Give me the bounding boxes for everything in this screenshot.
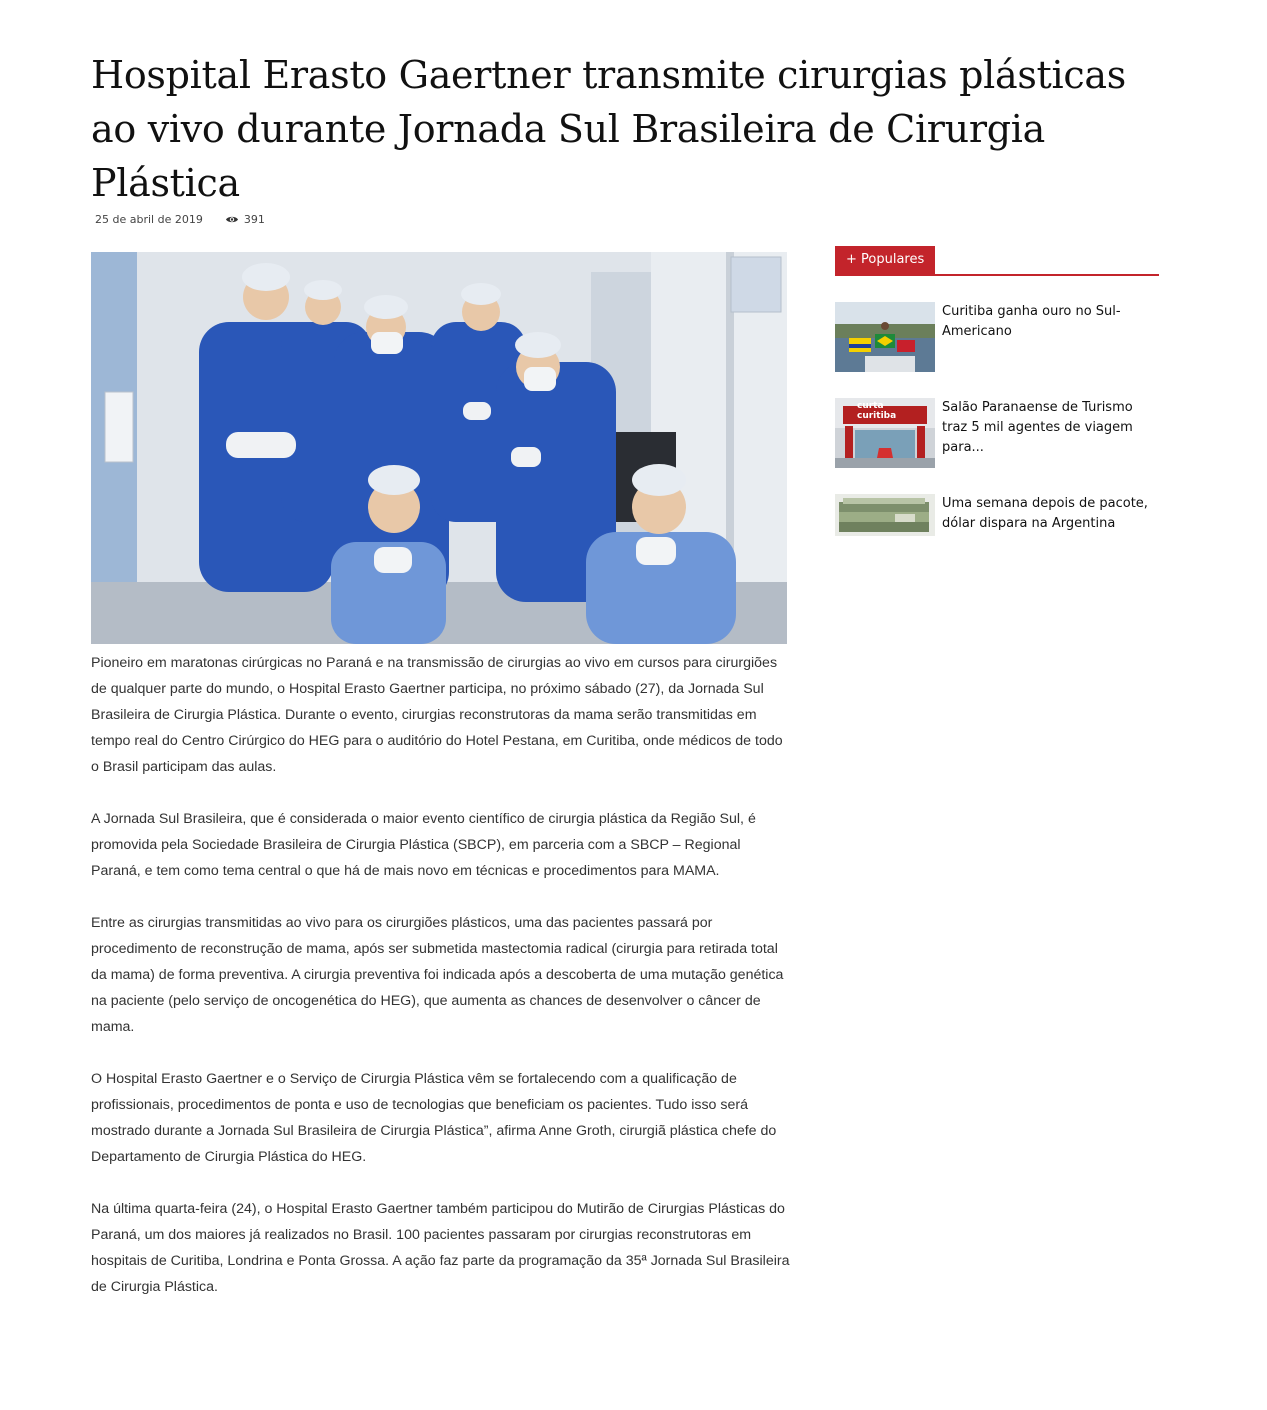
article-photo <box>91 252 787 644</box>
popular-item[interactable] <box>835 494 1159 536</box>
thumbnail-sign-text: curta curitiba <box>857 401 897 421</box>
sidebar-heading[interactable]: + Populares <box>835 246 935 274</box>
article-paragraph: Pioneiro em maratonas cirúrgicas no Paraná e na transmissão de cirurgias ao vivo em cursos para cirurgiões de qualquer parte do mundo, o Hospital Erasto Gaertner participa, no próximo sábado (27), da Jornada Sul Brasileira de Cirurgia Plástica. Durante o evento, cirurgias reconstrutoras da mama serão transmitidas em tempo real do Centro Cirúrgico do HEG para o auditório do Hotel Pestana, em Curitiba, onde médicos de todo o Brasil participam das aulas. <box>91 655 783 775</box>
view-count-value: 391 <box>243 213 265 226</box>
popular-item[interactable] <box>835 302 1159 372</box>
popular-item[interactable] <box>835 398 1159 468</box>
podium-photo <box>835 302 935 372</box>
article-paragraph: Entre as cirurgias transmitidas ao vivo para os cirurgiões plásticos, uma das pacientes passará por procedimento de reconstrução de mama, após ser submetida mastectomia radical (cirurgia para retirada total da mama) de forma preventiva. A cirurgia preventiva foi indicada após a descoberta de uma mutação genética na paciente (pelo serviço de oncogenética do HEG), que aumenta as chances de desenvolver o câncer de mama. <box>91 915 784 1035</box>
article-paragraph: O Hospital Erasto Gaertner e o Serviço de Cirurgia Plástica vêm se fortalecendo com a qualificação de profissionais, procedimentos de ponta e uso de tecnologias que beneficiam os pacientes. Tudo isso será mostrado durante a Jornada Sul Brasileira de Cirurgia Plástica”, afirma Anne Groth, cirurgiã plástica chefe do Departamento de Cirurgia Plástica do HEG. <box>91 1071 777 1165</box>
popular-thumbnail[interactable] <box>835 302 935 372</box>
article-paragraph: A Jornada Sul Brasileira, que é considerada o maior evento científico de cirurgia plástica da Região Sul, é promovida pela Sociedade Brasileira de Cirurgia Plástica (SBCP), em parceria com a SBCP – Regional Paraná, e tem como tema central o que há de mais novo em técnicas e procedimentos para MAMA. <box>91 811 756 879</box>
article-paragraph: Na última quarta-feira (24), o Hospital Erasto Gaertner também participou do Mutirão de Cirurgias Plásticas do Paraná, um dos maiores já realizados no Brasil. 100 pacientes passaram por cirurgias reconstrutoras em hospitais de Curitiba, Londrina e Ponta Grossa. A ação faz parte da programação da 35ª Jornada Sul Brasileira de Cirurgia Plástica. <box>91 1201 790 1295</box>
article-date[interactable]: 25 de abril de 2019 <box>95 213 203 226</box>
popular-item-title[interactable]: Curitiba ganha ouro no Sul-Americano <box>942 304 1121 339</box>
popular-thumbnail[interactable] <box>835 398 935 468</box>
sidebar-header <box>835 246 1159 276</box>
eye-icon <box>225 215 239 224</box>
popular-thumbnail[interactable] <box>835 494 935 536</box>
popular-item-title[interactable]: Uma semana depois de pacote, dólar dispara na Argentina <box>942 496 1148 531</box>
article-meta <box>95 213 265 226</box>
popular-sidebar <box>835 246 1159 531</box>
surgical-team-illustration <box>91 252 787 644</box>
view-count <box>225 213 265 226</box>
dollar-bills-photo <box>835 494 935 536</box>
article-title: Hospital Erasto Gaertner transmite cirurgias plásticas ao vivo durante Jornada Sul Brasileira de Cirurgia Plástica <box>91 53 1126 205</box>
popular-item-title[interactable]: Salão Paranaense de Turismo traz 5 mil agentes de viagem para... <box>942 400 1133 455</box>
article-body <box>91 650 791 1326</box>
